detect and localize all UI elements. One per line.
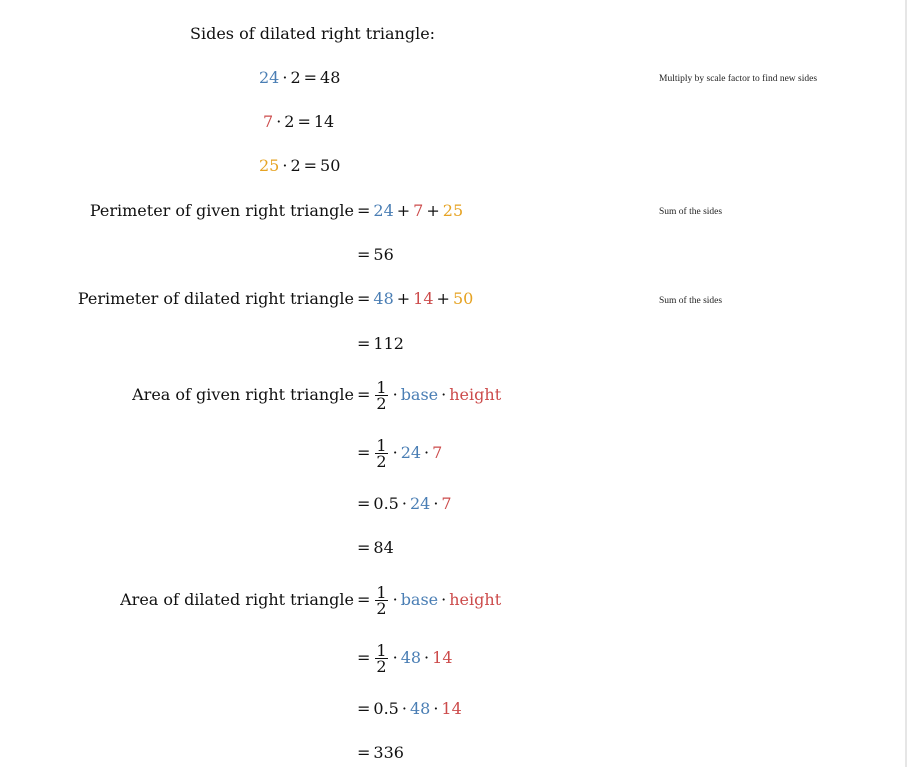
fraction-one-half: $\frac{1}{2}$ [376, 583, 387, 618]
base-word: base [400, 385, 439, 404]
perimeter-given-expression: = 24 + 7 + 25 [357, 201, 464, 220]
side-value: 24 [259, 68, 280, 87]
term: 50 [452, 289, 474, 308]
area-given-substitution: = $\frac{1}{2}$ · 24 · 7 [357, 436, 443, 471]
fraction-one-half: $\frac{1}{2}$ [376, 436, 387, 471]
scale-factor: 2 [290, 68, 301, 87]
term: 48 [373, 289, 394, 308]
perimeter-dilated-label: Perimeter of dilated right triangle [77, 289, 354, 308]
term: 14 [413, 289, 434, 308]
perimeter-given-label: Perimeter of given right triangle [89, 201, 354, 220]
height-value: 14 [441, 699, 462, 718]
side-calc-24: 24 · 2 = 48 [259, 68, 341, 87]
result-value: 336 [373, 743, 404, 762]
area-given-decimal: = 0.5 · 24 · 7 [357, 494, 452, 513]
height-word: height [449, 590, 502, 609]
scale-factor: 2 [290, 156, 301, 175]
base-value: 24 [400, 443, 422, 462]
area-given-label: Area of given right triangle [132, 385, 354, 404]
scale-factor: 2 [284, 112, 295, 131]
note-sum-given: Sum of the sides [659, 207, 723, 217]
area-given-result: = 84 [357, 538, 394, 557]
side-result: 14 [313, 112, 335, 131]
fraction-one-half: $\frac{1}{2}$ [376, 641, 387, 676]
perimeter-given-result: = 56 [357, 245, 394, 264]
note-sum-dilated: Sum of the sides [659, 296, 723, 306]
base-word: base [400, 590, 439, 609]
area-dilated-result: = 336 [357, 743, 404, 762]
half-decimal: 0.5 [373, 494, 399, 513]
term: 25 [442, 201, 464, 220]
base-value: 48 [409, 699, 431, 718]
area-dilated-decimal: = 0.5 · 48 · 14 [357, 699, 462, 718]
result-value: 84 [373, 538, 394, 557]
height-value: 7 [441, 494, 452, 513]
note-scale-factor: Multiply by scale factor to find new sides [659, 74, 818, 84]
area-dilated-label: Area of dilated right triangle [120, 590, 354, 609]
area-dilated-substitution: = $\frac{1}{2}$ · 48 · 14 [357, 641, 453, 676]
side-value: 25 [259, 156, 280, 175]
half-decimal: 0.5 [373, 699, 399, 718]
perimeter-dilated-result: = 112 [357, 334, 404, 353]
height-value: 7 [432, 443, 443, 462]
side-value: 7 [263, 112, 274, 131]
perimeter-dilated-expression: = 48 + 14 + 50 [357, 289, 474, 308]
fraction-one-half: $\frac{1}{2}$ [376, 378, 387, 413]
term: 7 [413, 201, 424, 220]
area-given-formula: = $\frac{1}{2}$ · base · height [357, 378, 502, 413]
side-result: 48 [320, 68, 341, 87]
side-calc-7: 7 · 2 = 14 [263, 112, 335, 131]
result-value: 56 [373, 245, 394, 264]
term: 24 [373, 201, 394, 220]
height-value: 14 [432, 648, 453, 667]
area-dilated-formula: = $\frac{1}{2}$ · base · height [357, 583, 502, 618]
result-value: 112 [373, 334, 404, 353]
side-result: 50 [320, 156, 341, 175]
side-calc-25: 25 · 2 = 50 [259, 156, 341, 175]
sides-heading: Sides of dilated right triangle: [190, 24, 436, 43]
height-word: height [449, 385, 502, 404]
base-value: 24 [409, 494, 431, 513]
base-value: 48 [400, 648, 422, 667]
